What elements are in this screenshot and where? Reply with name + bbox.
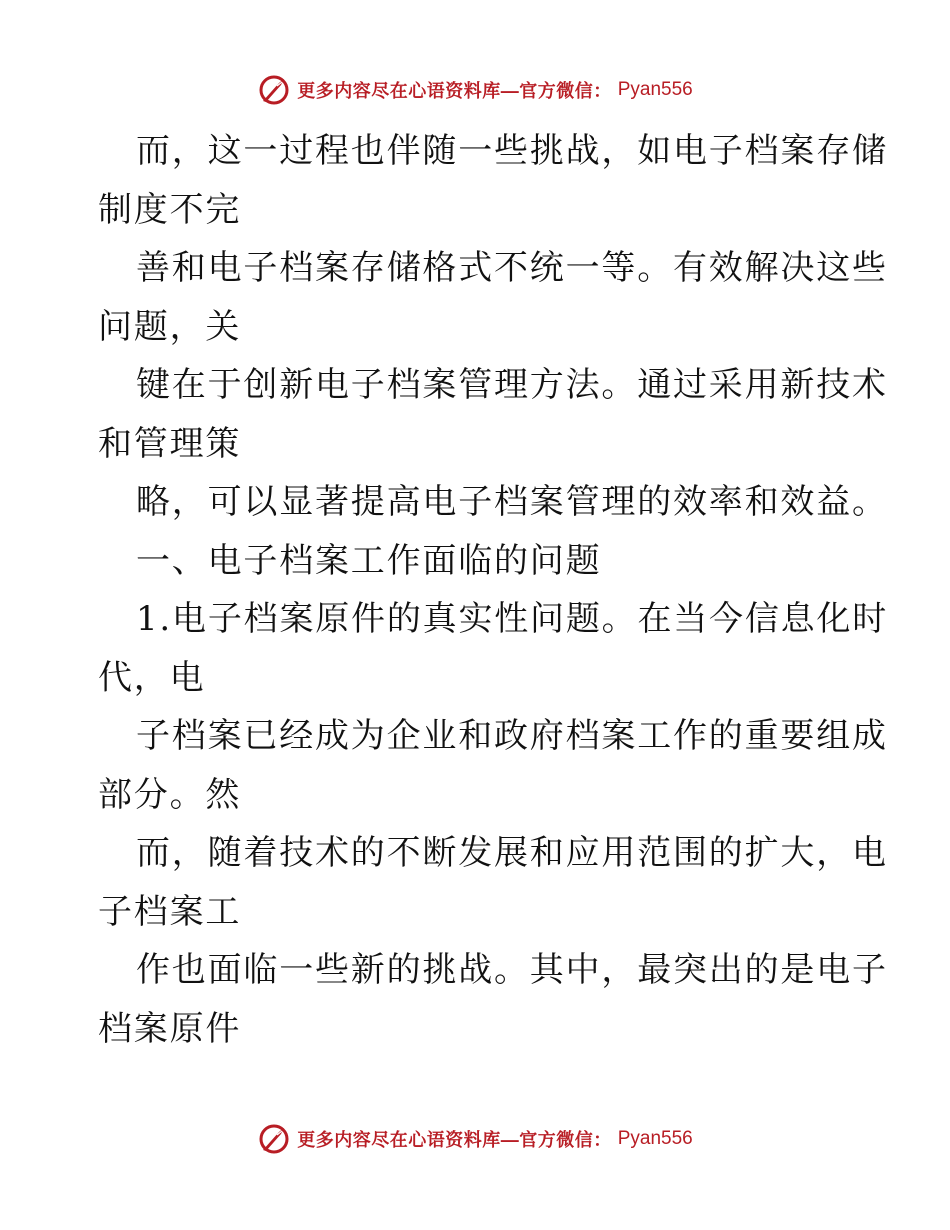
body-line: 略，可以显著提高电子档案管理的效率和效益。: [136, 482, 888, 522]
body-line: 问题，关: [98, 306, 242, 347]
section-heading: 一、电子档案工作面临的问题: [136, 540, 602, 581]
pen-logo-icon: [257, 73, 291, 107]
body-line: 部分。然: [98, 774, 242, 815]
body-line: 键在于创新电子档案管理方法。通过采用新技术: [136, 365, 888, 405]
body-line: 和管理策: [98, 423, 242, 464]
body-line: 档案原件: [98, 1008, 242, 1049]
body-line: 代，电: [98, 657, 206, 698]
footer-banner-text: 更多内容尽在心语资料库—官方微信：: [297, 1130, 612, 1150]
body-line: 子档案已经成为企业和政府档案工作的重要组成: [136, 716, 888, 756]
header-banner-text: 更多内容尽在心语资料库—官方微信：: [297, 81, 612, 101]
body-line: 而，随着技术的不断发展和应用范围的扩大，电: [136, 833, 888, 873]
document-body: [98, 122, 889, 1058]
body-line: 而，这一过程也伴随一些挑战，如电子档案存储: [136, 131, 888, 171]
body-line: 作也面临一些新的挑战。其中，最突出的是电子: [136, 950, 888, 990]
body-line: 子档案工: [98, 891, 242, 932]
footer-watermark-banner: [0, 1119, 950, 1159]
header-watermark-banner: [0, 70, 950, 110]
footer-banner-handle: Pyan556: [617, 1128, 693, 1149]
body-line: 1.电子档案原件的真实性问题。在当今信息化时: [136, 599, 889, 639]
body-line: 善和电子档案存储格式不统一等。有效解决这些: [136, 248, 888, 288]
body-line: 制度不完: [98, 189, 242, 230]
pen-logo-icon: [257, 1122, 291, 1156]
header-banner-handle: Pyan556: [617, 79, 693, 100]
